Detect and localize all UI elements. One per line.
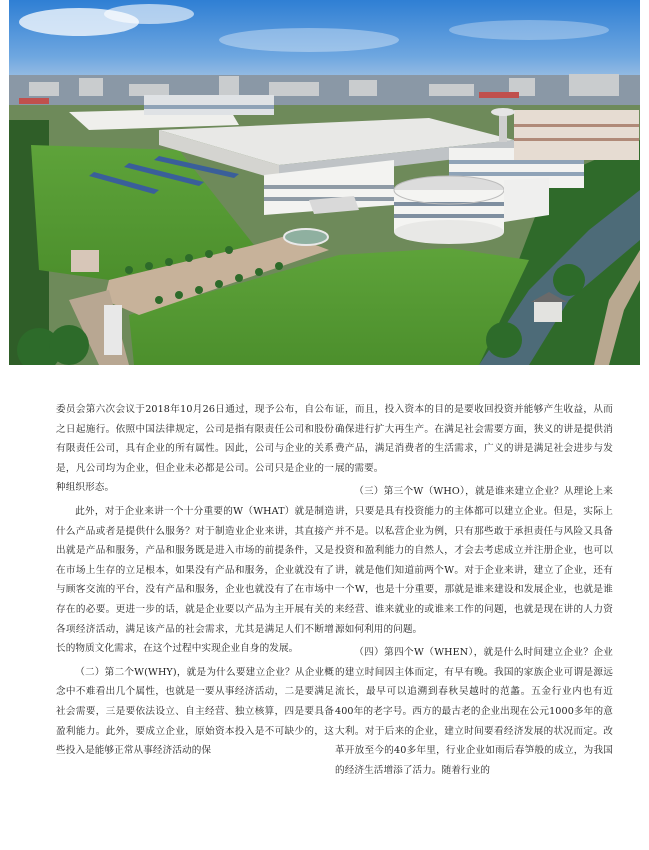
text-column-left bbox=[56, 400, 334, 761]
paragraph: 证，而且，投入资本的目的是要收回投资并能够产生收益，从而确保进行扩大再生产。在满足社会需要方面，狭义的讲是提供消费产品，满足消费者的生活需求，广义的讲是满足社会进步与发展的需要。 bbox=[335, 404, 613, 474]
paragraph: （四）第四个W（WHEN），就是什么时间建立企业？企业的建立时间因主体而定，有早有晚。我国的家族企业可谓是源远流长，最早可以追溯到春秋吴越时的范蠡。五金行业内也有近400年的老字号。西方的最古老的企业出现在公元1000多年的意大利。对于后来的企业，建立时间要看经济发展的状况而定。改革开放至今的40多年里，行业企业如雨后春笋般的成立，为我国的经济生活增添了活力。随着行业的 bbox=[335, 647, 613, 776]
factory-aerial-photo bbox=[9, 0, 640, 365]
text-column-right bbox=[335, 400, 613, 780]
paragraph: 委员会第六次会议于2018年10月26日通过，现予公布，自公布之日起施行。依照中国法律规定，公司是指有限责任公司和股份有限责任公司，具有企业的所有属性。因此，公司与企业的关系是，凡公司均为企业，但企业未必都是公司。公司只是企业的一种组织形态。 bbox=[56, 404, 334, 494]
paragraph: 此外，对于企业来讲一个十分重要的W（WHAT）就是制造什么产品或者是提供什么服务？对于制造业企业来讲，其直接产出就是产品和服务，产品和服务既是进入市场的前提条件，又是在市场上生存的立足根本，如果没有产品和服务，企业就没有了与顾客交流的平台，没有产品和服务，企业也就没有了在市场中存在的必要。更进一步的话，就是企业要以产品为主开展有关的各项经济活动，满足该产品的社会需求，尤其是满足人们不断增长的物质文化需求，在这个过程中实现企业自身的发展。 bbox=[56, 505, 334, 655]
paragraph: （三）第三个W（WHO），就是谁来建立企业？从理论上来讲，只要是具有投资能力的主体都可以建立企业。但是，实际上并不是。以私营企业为例，只有那些敢于承担责任与风险又具备投资和盈利能力的自然人，才会去考虑成立并注册企业，也可以讲，就是他们知道前两个W。对于企业来讲，建立了企业，还有一个W，也是十分重要，那就是谁来建设和发展企业，也就是谁来经营、谁来就业的或谁来工作的问题，也就是现在讲的人力资源如何利用的问题。 bbox=[335, 486, 613, 635]
paragraph: （二）第二个W(WHY)，就是为什么要建立企业？从企业概念中不难看出几个属性，也就是一要从事经济活动，二是要满足社会需要，三是要依法设立、自主经营、独立核算，四是要具备盈利能力。此外，要成立企业，原始资本投入是不可缺少的，这些投入是能够正常从事经济活动的保 bbox=[56, 666, 334, 757]
